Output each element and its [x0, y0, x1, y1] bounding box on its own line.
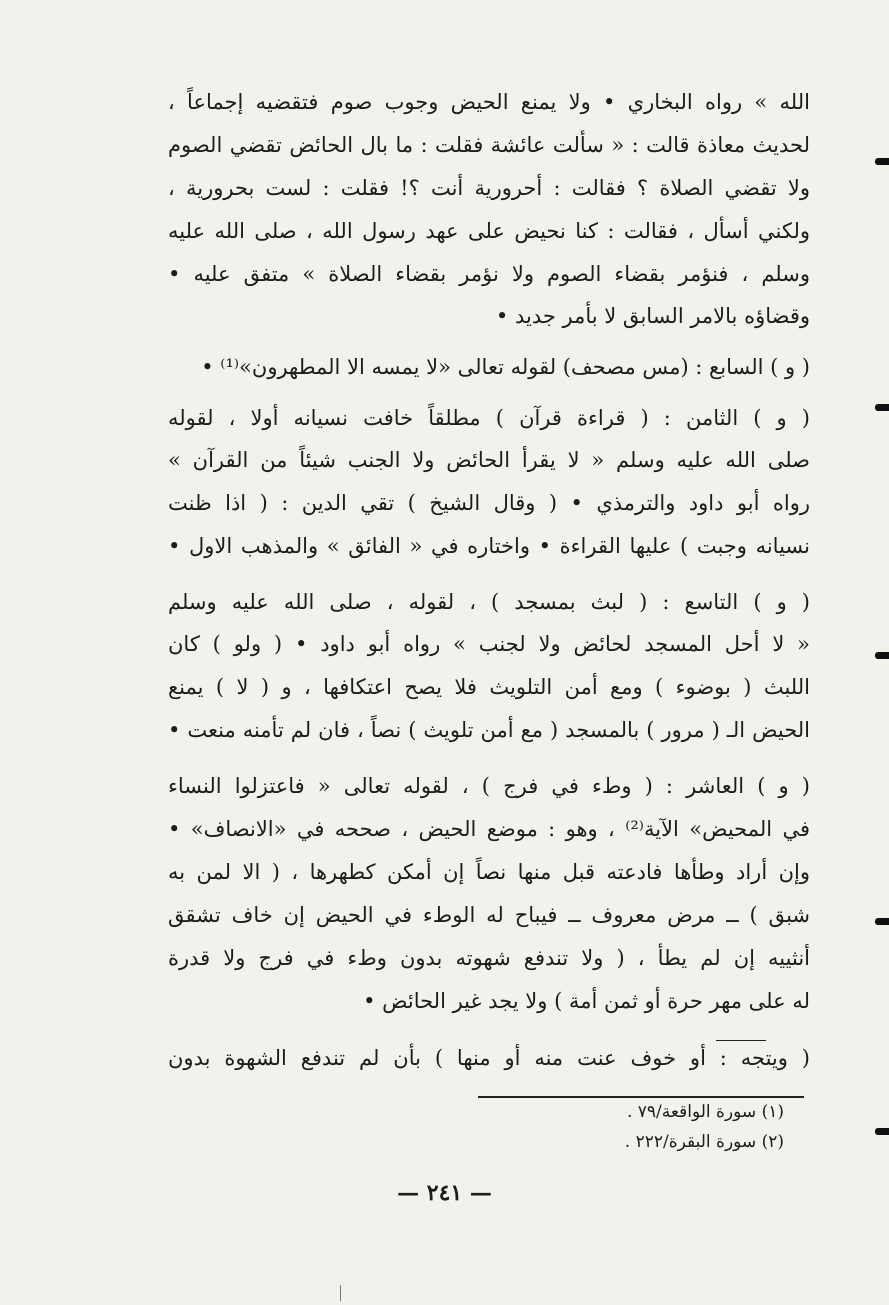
margin-mark	[875, 404, 889, 411]
footnote: (١) سورة الواقعة/٧٩ .	[626, 1102, 784, 1122]
scan-mark	[340, 1285, 341, 1301]
text-line: صلى الله عليه وسلم « لا يقرأ الحائض ولا الجنب شيئاً من القرآن »	[168, 448, 810, 472]
text-line: أنثييه إن لم يطأ ، ( ولا تندفع شهوته بدون وطء في فرج ولا قدرة	[168, 946, 810, 970]
footnote: (٢) سورة البقرة/٢٢٢ .	[624, 1132, 784, 1152]
text-line: وإن أراد وطأها فادعته قبل منها نصاً إن أمكن كطهرها ، ( الا لمن به	[168, 860, 810, 884]
text-line: وسلم ، فنؤمر بقضاء الصوم ولا نؤمر بقضاء الصلاة » متفق عليه •	[168, 262, 810, 286]
text-line: لحديث معاذة قالت : « سألت عائشة فقلت : ما بال الحائض تقضي الصوم	[168, 133, 810, 157]
overline-mark	[716, 1040, 766, 1041]
footnote-rule	[478, 1096, 804, 1098]
margin-mark	[875, 918, 889, 925]
text-line: ولكني أسأل ، فقالت : كنا نحيض على عهد رسول الله ، صلى الله عليه	[168, 219, 810, 243]
text-line: الله » رواه البخاري • ولا يمنع الحيض وجوب صوم فتقضيه إجماعاً ،	[168, 90, 810, 114]
text-line: « لا أحل المسجد لحائض ولا لجنب » رواه أبو داود • ( ولو ) كان	[168, 632, 810, 656]
text-line: ولا تقضي الصلاة ؟ فقالت : أحرورية أنت ؟! فقلت : لست بحرورية ،	[168, 176, 810, 200]
text-line: ( ويتجه : أو خوف عنت منه أو منها ) بأن لم تندفع الشهوة بدون	[168, 1046, 810, 1070]
margin-mark	[875, 1128, 889, 1135]
text-line: ( و ) الثامن : ( قراءة قرآن ) مطلقاً خافت نسيانه أولا ، لقوله	[168, 406, 810, 430]
text-line: في المحيض» الآية⁽²⁾ ، وهو : موضع الحيض ، صححه في «الانصاف» •	[168, 817, 810, 841]
text-line: وقضاؤه بالامر السابق لا بأمر جديد •	[495, 304, 810, 328]
text-line: شبق ) ــ مرض معروف ــ فيباح له الوطء في الحيض إن خاف تشقق	[168, 903, 810, 927]
margin-mark	[875, 652, 889, 659]
text-line: نسيانه وجبت ) عليها القراءة • واختاره في « الفائق » والمذهب الاول •	[168, 534, 810, 558]
text-line: رواه أبو داود والترمذي • ( وقال الشيخ ) تقي الدين : ( اذا ظنت	[168, 491, 810, 515]
text-line: الحيض الـ ( مرور ) بالمسجد ( مع أمن تلويث ) نصاً ، فان لم تأمنه منعت •	[168, 718, 810, 742]
margin-mark	[875, 158, 889, 165]
text-line: ( و ) السابع : (مس مصحف) لقوله تعالى «لا يمسه الا المطهرون»⁽¹⁾ •	[201, 355, 810, 379]
text-line: له على مهر حرة أو ثمن أمة ) ولا يجد غير الحائض •	[363, 989, 810, 1013]
text-line: ( و ) التاسع : ( لبث بمسجد ) ، لقوله ، صلى الله عليه وسلم	[168, 590, 810, 614]
text-line: ( و ) العاشر : ( وطء في فرج ) ، لقوله تعالى « فاعتزلوا النساء	[168, 774, 810, 798]
text-line: اللبث ( بوضوء ) ومع أمن التلويث فلا يصح اعتكافها ، و ( لا ) يمنع	[168, 675, 810, 699]
page-number: — ٢٤١ —	[397, 1180, 492, 1206]
